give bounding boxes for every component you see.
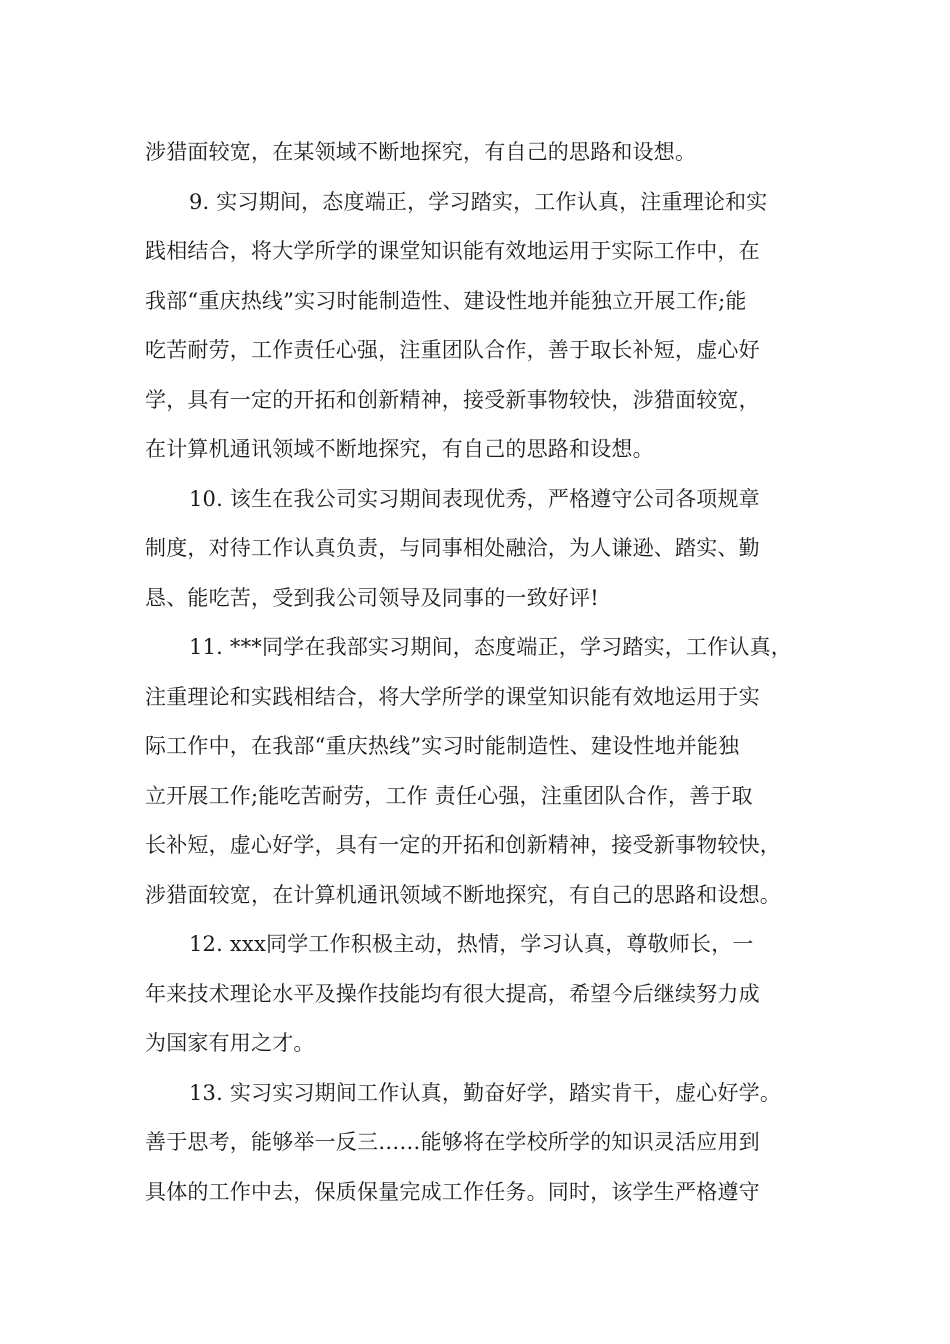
paragraph-p9 [145, 178, 835, 475]
text-line: 年来技术理论水平及操作技能均有很大提高，希望今后继续努力成 [145, 981, 760, 1006]
text-line: 际工作中，在我部“重庆热线”实习时能制造性、建设性地并能独 [145, 734, 740, 758]
text-line: 恳、能吃苦，受到我公司领导及同事的一致好评! [145, 585, 599, 610]
paragraph-p13 [145, 1069, 835, 1218]
text-line: 注重理论和实践相结合，将大学所学的课堂知识能有效地运用于实 [145, 684, 760, 709]
text-line: 学，具有一定的开拓和创新精神，接受新事物较快，涉猎面较宽， [145, 387, 760, 412]
text-line: 11. ***同学在我部实习期间，态度端正，学习踏实，工作认真， [189, 635, 792, 659]
text-line: 践相结合，将大学所学的课堂知识能有效地运用于实际工作中，在 [145, 239, 760, 263]
text-line: 我部“重庆热线”实习时能制造性、建设性地并能独立开展工作;能 [145, 288, 747, 313]
text-line: 立开展工作;能吃苦耐劳，工作 责任心强，注重团队合作，善于取 [145, 783, 753, 808]
text-line: 善于思考，能够举一反三……能够将在学校所学的知识灵活应用到 [145, 1130, 760, 1154]
text-line: 10. 该生在我公司实习期间表现优秀，严格遵守公司各项规章 [189, 486, 760, 511]
text-line: 制度，对待工作认真负责，与同事相处融洽，为人谦逊、踏实、勤 [145, 536, 760, 560]
text-line: 13. 实习实习期间工作认真，勤奋好学，踏实肯干，虚心好学。 [189, 1080, 782, 1105]
paragraph-p10 [145, 475, 835, 624]
text-line: 涉猎面较宽，在某领域不断地探究，有自己的思路和设想。 [145, 140, 697, 164]
document-body [145, 128, 835, 1217]
paragraph-p8-tail [145, 128, 835, 178]
text-line: 长补短，虚心好学，具有一定的开拓和创新精神，接受新事物较快， [145, 833, 781, 857]
text-line: 12. xxx同学工作积极主动，热情，学习认真，尊敬师长，一 [189, 932, 754, 956]
text-line: 为国家有用之才。 [145, 1031, 315, 1055]
text-line: 吃苦耐劳，工作责任心强，注重团队合作，善于取长补短，虚心好 [145, 338, 760, 362]
text-line: 具体的工作中去，保质保量完成工作任务。同时，该学生严格遵守 [145, 1179, 760, 1204]
text-line: 在计算机通讯领域不断地探究，有自己的思路和设想。 [145, 437, 654, 461]
text-line: 涉猎面较宽，在计算机通讯领域不断地探究，有自己的思路和设想。 [145, 882, 781, 907]
paragraph-p11 [145, 623, 835, 920]
paragraph-p12 [145, 920, 835, 1069]
text-line: 9. 实习期间，态度端正，学习踏实，工作认真，注重理论和实 [189, 189, 768, 214]
